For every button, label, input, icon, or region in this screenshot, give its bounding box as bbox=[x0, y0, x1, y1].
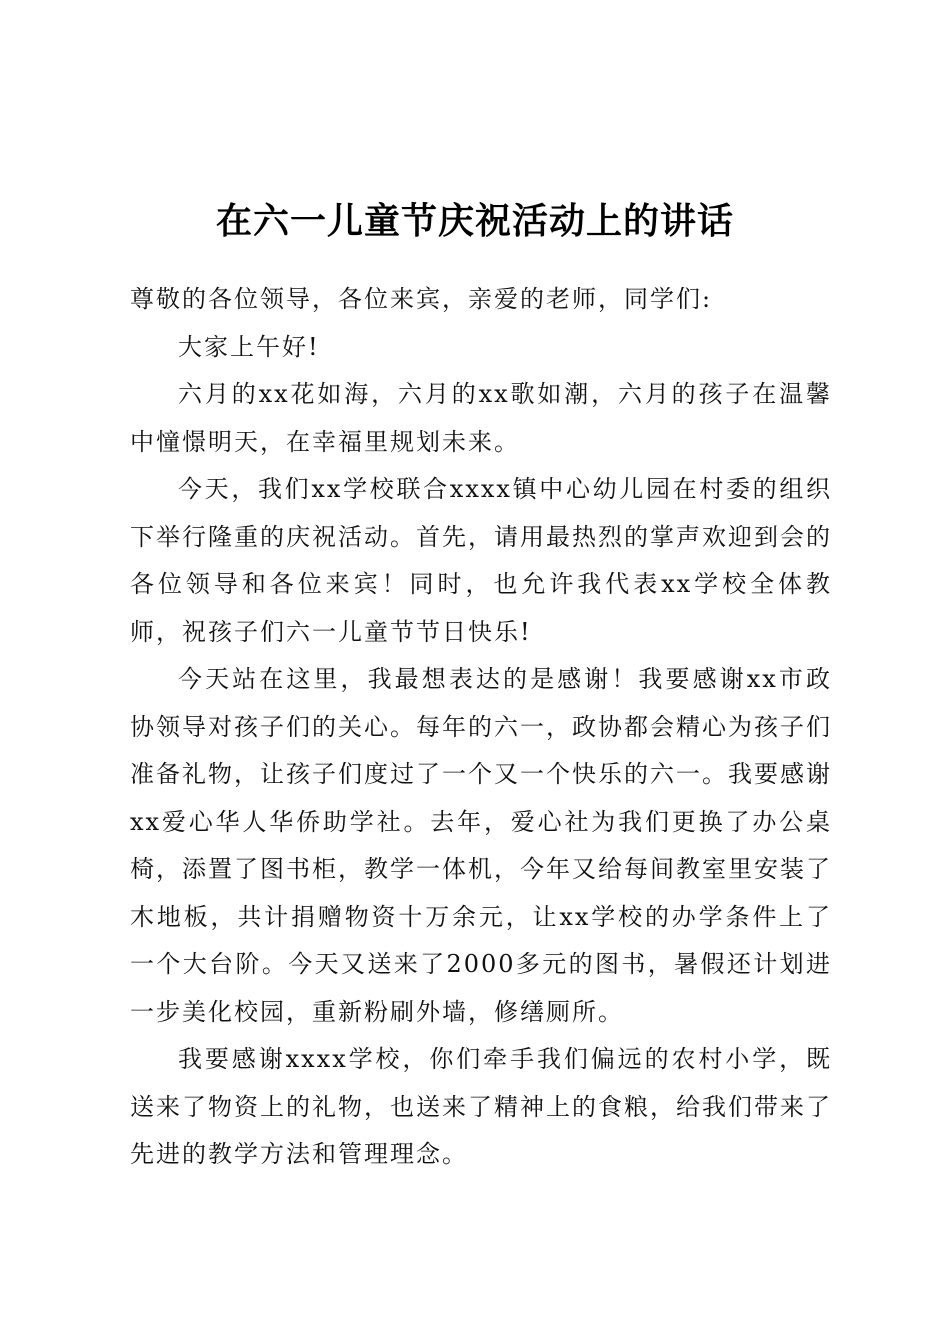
salutation-line: 尊敬的各位领导，各位来宾，亲爱的老师，同学们: bbox=[130, 285, 713, 313]
paragraph-partner-school: 我要感谢xxxx学校，你们牵手我们偏远的农村小学，既送来了物资上的礼物，也送来了精神上的食粮，给我们带来了先进的教学方法和管理理念。 bbox=[130, 1045, 832, 1168]
paragraph-thanks: 今天站在这里，我最想表达的是感谢！我要感谢xx市政协领导对孩子们的关心。每年的六一，政协都会精心为孩子们准备礼物，让孩子们度过了一个又一个快乐的六一。我要感谢xx爱心华人华侨助学社。去年，爱心社为我们更换了办公桌椅，添置了图书柜，教学一体机，今年又给每间教室里安装了木地板，共计捐赠物资十万余元，让xx学校的办学条件上了一个大台阶。今天又送来了2000多元的图书，暑假还计划进一步美化校园，重新粉刷外墙，修缮厕所。 bbox=[130, 665, 832, 1026]
paragraph-greeting: 大家上午好! bbox=[178, 332, 320, 361]
document-title: 在六一儿童节庆祝活动上的讲话 bbox=[215, 201, 734, 242]
paragraph-celebration: 今天，我们xx学校联合xxxx镇中心幼儿园在村委的组织下举行隆重的庆祝活动。首先，请用最热烈的掌声欢迎到会的各位领导和各位来宾！同时，也允许我代表xx学校全体教师，祝孩子们六一儿童节节日快乐! bbox=[130, 475, 832, 646]
paragraph-june: 六月的xx花如海，六月的xx歌如潮，六月的孩子在温馨中憧憬明天，在幸福里规划未来。 bbox=[130, 380, 832, 456]
document-body bbox=[130, 276, 832, 1179]
